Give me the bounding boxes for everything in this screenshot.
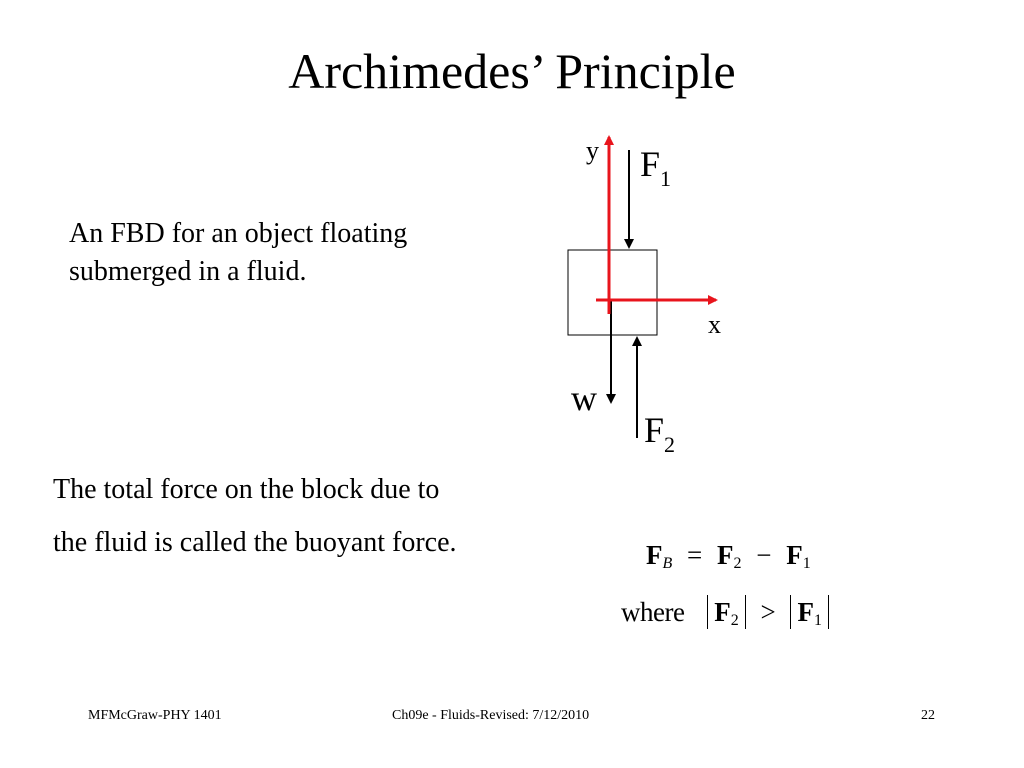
footer-course-info: Ch09e - Fluids-Revised: 7/12/2010: [392, 708, 590, 723]
slide-title: Archimedes’ Principle: [288, 43, 736, 99]
eq-abs-f1: [790, 595, 829, 629]
footer-author: MFMcGraw-PHY 1401: [88, 708, 222, 723]
eq-f1-symbol: F: [786, 540, 803, 570]
fbd-caption: An FBD for an object floating submerged in a fluid.: [69, 218, 408, 287]
buoyant-force-equation: [646, 537, 811, 573]
eq-fb-symbol: F: [646, 540, 663, 570]
force-f1-label: [640, 144, 671, 191]
force-f2-label: [644, 410, 675, 457]
footer-page-number: 22: [921, 708, 935, 723]
force-f1-symbol: F: [640, 144, 661, 184]
buoyant-force-text-line-1: The total force on the block due to: [53, 474, 440, 505]
eq-abs-f2-subscript: 2: [730, 612, 739, 629]
eq-greater-than: >: [760, 597, 776, 627]
force-f2-symbol: F: [644, 410, 665, 450]
eq-abs-f2-symbol: F: [714, 597, 731, 627]
eq-abs-f1-symbol: F: [797, 597, 814, 627]
force-w-label: w: [571, 378, 597, 418]
y-axis-label: y: [586, 136, 599, 165]
eq-f2-subscript: 2: [733, 555, 742, 572]
eq-equals: =: [687, 540, 703, 570]
magnitude-condition: [621, 592, 829, 632]
buoyant-force-text-line-2: the fluid is called the buoyant force.: [53, 527, 457, 558]
force-f2-subscript: 2: [664, 432, 676, 457]
x-axis-label: x: [708, 310, 721, 339]
eq-where-label: where: [621, 597, 685, 627]
eq-f2-symbol: F: [717, 540, 734, 570]
eq-fb-subscript: B: [662, 555, 673, 572]
eq-abs-f1-subscript: 1: [813, 612, 822, 629]
eq-abs-f2: [707, 595, 746, 629]
eq-f1-subscript: 1: [802, 555, 811, 572]
force-f1-subscript: 1: [660, 166, 672, 191]
eq-minus: −: [756, 540, 772, 570]
floating-block: [568, 250, 657, 335]
